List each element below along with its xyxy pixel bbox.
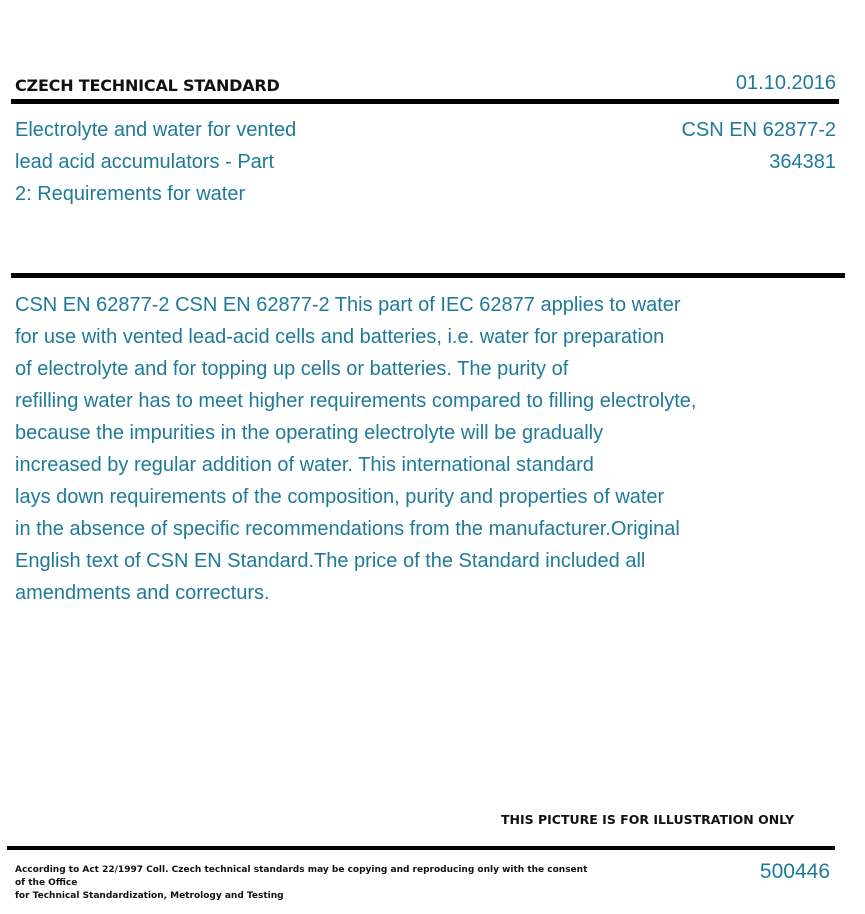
publication-date: 01.10.2016 xyxy=(735,72,836,94)
document-title xyxy=(15,114,345,210)
title-line: Electrolyte and water for vented xyxy=(15,119,297,141)
title-line: 2: Requirements for water xyxy=(15,183,246,205)
legal-note xyxy=(15,864,595,903)
document-abstract: CSN EN 62877-2 CSN EN 62877-2 This part of IEC 62877 applies to water for use with vented lead-acid cells and batteries, i.e. water for preparation of electrolyte and for topping up cells or batteries. The purity of refilling water has to meet higher requirements compared to filling electrolyte, because the impurities in the operating electrolyte will be gradually increased by regular addition of water. This international standard lays down requirements of the composition, purity and properties of water in the absence of specific recommendations from the manufacturer.Original English text of CSN EN Standard.The price of the Standard included all amendments and correcturs. xyxy=(15,294,697,604)
top-divider xyxy=(11,99,839,104)
illustration-disclaimer: THIS PICTURE IS FOR ILLUSTRATION ONLY xyxy=(501,812,795,827)
title-line: lead acid accumulators - Part xyxy=(15,151,275,173)
legal-note-line: According to Act 22/1997 Coll. Czech technical standards may be copying and reproducing only with the consent of the Office xyxy=(15,865,588,888)
bottom-divider xyxy=(7,846,835,850)
middle-divider xyxy=(11,273,845,278)
standard-identifiers xyxy=(681,114,836,178)
header-title: CZECH TECHNICAL STANDARD xyxy=(15,76,280,95)
standard-code: CSN EN 62877-2 xyxy=(681,119,836,141)
catalog-number: 364381 xyxy=(769,151,836,173)
legal-note-line: for Technical Standardization, Metrology and Testing xyxy=(15,891,284,901)
footer-code: 500446 xyxy=(759,860,830,883)
